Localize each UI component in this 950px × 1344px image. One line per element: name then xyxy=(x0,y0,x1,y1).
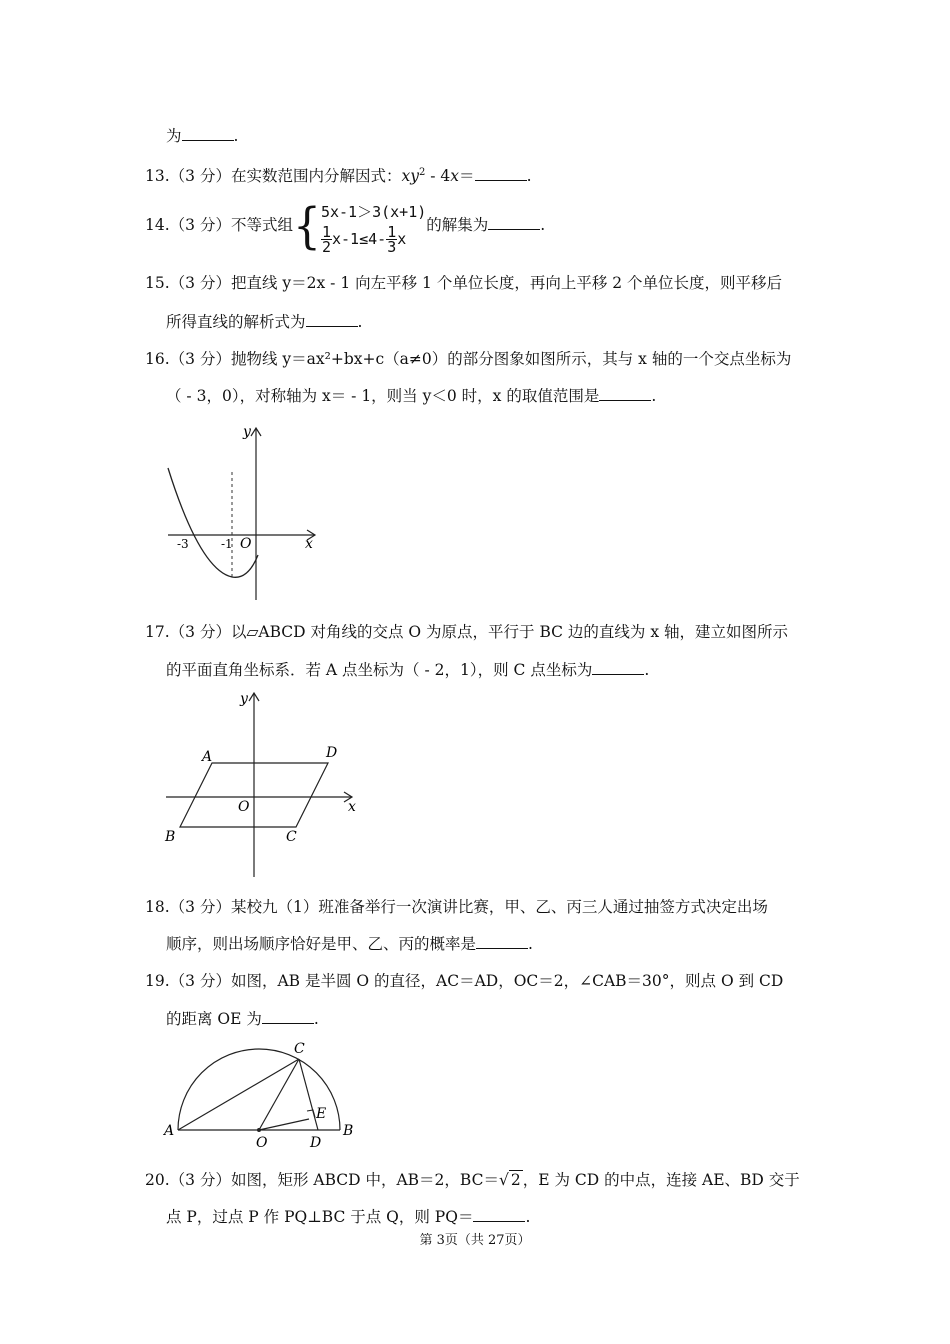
q12-tail: 为 . xyxy=(166,127,239,145)
question-14: 14.（3 分）不等式组{ 5x-1＞3(x+1) $\frac{1}{2}$ x-1≤4- $\frac{1}{3}$ x 的解集为 . xyxy=(145,190,545,262)
answer-blank xyxy=(599,386,651,401)
segment-oc xyxy=(259,1059,299,1130)
answer-blank xyxy=(262,1009,314,1024)
question-19-line2: 的距离 OE 为 . xyxy=(166,1010,319,1028)
x-label: x xyxy=(305,536,313,552)
question-16-line1: 16.（3 分）抛物线 y＝ax²+bx+c（a≠0）的部分图象如图所示，其与 x 轴的一个交点坐标为 xyxy=(145,350,792,368)
point-c-label: C xyxy=(286,829,297,845)
y-label: y xyxy=(243,424,251,440)
answer-blank xyxy=(476,934,528,949)
answer-blank xyxy=(473,1207,525,1222)
point-d-label: D xyxy=(326,745,338,761)
question-15-line2: 所得直线的解析式为 . xyxy=(166,313,363,331)
segment-ac xyxy=(178,1059,299,1130)
question-15-line1: 15.（3 分）把直线 y＝2x - 1 向左平移 1 个单位长度，再向上平移 2 个单位长度，则平移后 xyxy=(145,274,783,292)
tick-label-minus1: -1 xyxy=(221,537,233,551)
question-16-line2: （ - 3，0），对称轴为 x＝ - 1，则当 y＜0 时，x 的取值范围是 . xyxy=(166,387,657,405)
question-19-line1: 19.（3 分）如图，AB 是半圆 O 的直径，AC＝AD，OC＝2，∠CAB＝30°，则点 O 到 CD xyxy=(145,972,784,990)
answer-blank xyxy=(592,660,644,675)
point-o-label: O xyxy=(256,1135,268,1151)
x-label: x xyxy=(348,799,356,815)
parabola-curve xyxy=(168,468,258,577)
point-b-label: B xyxy=(343,1123,354,1139)
question-18-line2: 顺序，则出场顺序恰好是甲、乙、丙的概率是 . xyxy=(166,935,533,953)
answer-blank xyxy=(488,215,540,230)
question-18-line1: 18.（3 分）某校九（1）班准备举行一次演讲比赛，甲、乙、丙三人通过抽签方式决定出场 xyxy=(145,898,768,916)
point-d-label: D xyxy=(310,1135,322,1151)
page-footer: 第 3页（共 27页） xyxy=(419,1233,531,1248)
tick-label-minus3: -3 xyxy=(177,537,189,551)
point-b-label: B xyxy=(165,829,176,845)
question-20-line2: 点 P，过点 P 作 PQ⊥BC 于点 Q，则 PQ＝ . xyxy=(166,1208,531,1226)
point-e-label: E xyxy=(316,1106,327,1122)
question-17-line1: 17.（3 分）以▱ABCD 对角线的交点 O 为原点，平行于 BC 边的直线为 x 轴，建立如图所示 xyxy=(145,623,789,641)
origin-label: O xyxy=(240,536,252,552)
question-13: 13.（3 分）在实数范围内分解因式：$xy^2 - 4x=$ . xyxy=(145,167,532,186)
inequality-system: { 5x-1＞3(x+1) $\frac{1}{2}$ x-1≤4- $\frac{1}{3}$ x xyxy=(292,197,427,256)
answer-blank xyxy=(306,312,358,327)
question-20-line1: 20.（3 分）如图，矩形 ABCD 中，AB＝2，BC＝√ 2 ，E 为 CD 的中点，连接 AE、BD 交于 xyxy=(145,1171,800,1189)
point-a-label: A xyxy=(202,749,213,765)
answer-blank xyxy=(475,166,527,181)
point-c-label: C xyxy=(294,1041,305,1057)
question-17-line2: 的平面直角坐标系．若 A 点坐标为（ - 2，1），则 C 点坐标为 . xyxy=(166,661,650,679)
parallelogram-figure xyxy=(160,685,370,880)
semicircle-figure xyxy=(160,1035,370,1155)
parabola-figure xyxy=(160,420,330,605)
answer-blank xyxy=(182,126,234,141)
origin-label: O xyxy=(238,799,250,815)
point-a-label: A xyxy=(164,1123,175,1139)
segment-oe xyxy=(259,1119,309,1130)
y-label: y xyxy=(240,691,248,707)
center-point-o xyxy=(257,1128,261,1132)
